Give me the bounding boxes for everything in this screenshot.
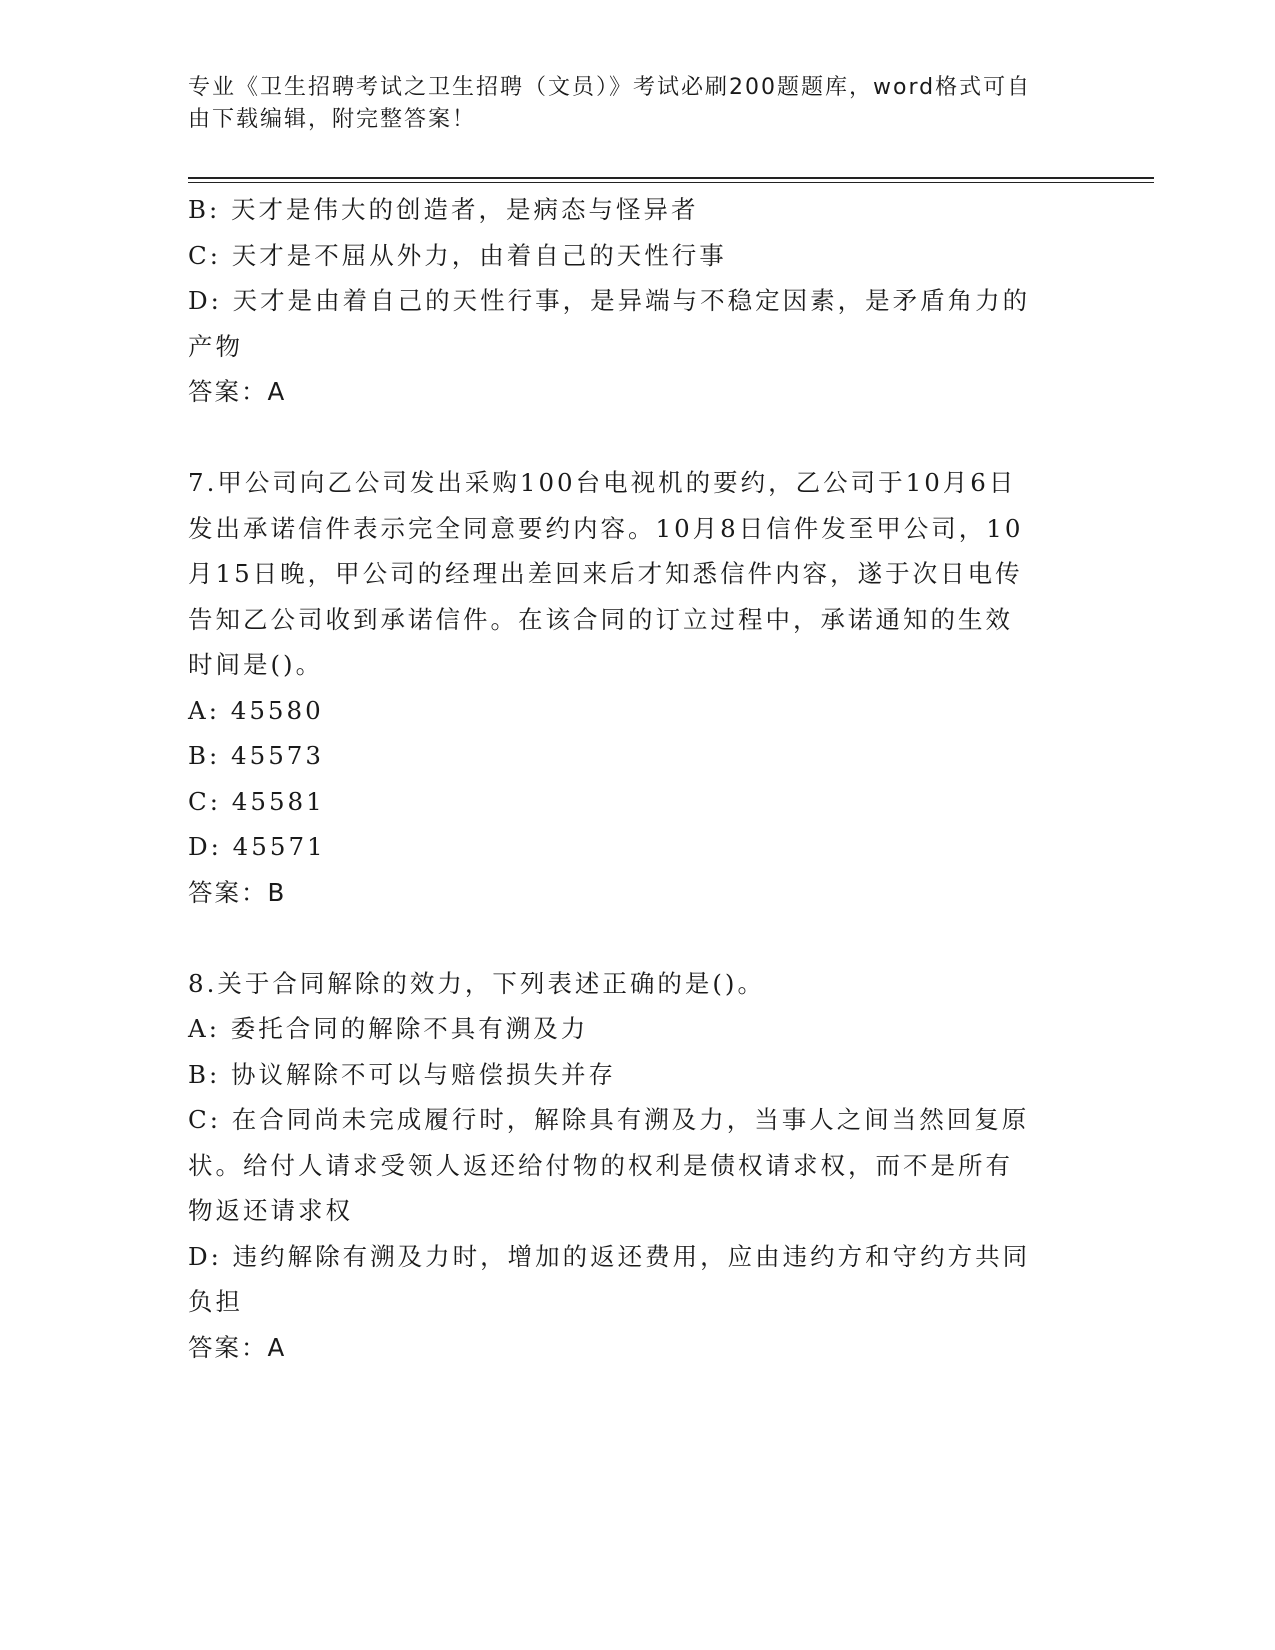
option-d-line-1: D: 违约解除有溯及力时，增加的返还费用，应由违约方和守约方共同 (188, 1241, 1031, 1271)
header-line-2: 由下载编辑，附完整答案！ (188, 107, 477, 132)
option-c-line-2: 状。给付人请求受领人返还给付物的权利是债权请求权，而不是所有 (188, 1150, 1013, 1180)
header-rule-thick (188, 177, 1154, 179)
spacer (188, 915, 1068, 961)
question-stem-line-5: 时间是()。 (188, 650, 324, 679)
option-b: B: 协议解除不可以与赔偿损失并存 (188, 1059, 617, 1089)
option-d-line-1: D: 天才是由着自己的天性行事，是异端与不稳定因素，是矛盾角力的 (188, 286, 1031, 315)
option-d-line-2: 产物 (188, 331, 243, 361)
answer: 答案：A (188, 1332, 287, 1362)
option-c: C: 天才是不屈从外力，由着自己的天性行事 (188, 240, 727, 270)
question-stem-line-1: 7.甲公司向乙公司发出采购100台电视机的要约，乙公司于10月6日 (188, 468, 1017, 497)
answer: 答案：B (188, 877, 287, 907)
document-body (188, 187, 1068, 1370)
document-header (188, 72, 1068, 136)
question-7 (188, 460, 1068, 915)
header-line-1: 专业《卫生招聘考试之卫生招聘（文员）》考试必刷200题题库，word格式可自 (188, 75, 1032, 100)
question-stem-line-3: 月15日晚，甲公司的经理出差回来后才知悉信件内容，遂于次日电传 (188, 559, 1023, 588)
option-c-line-1: C: 在合同尚未完成履行时，解除具有溯及力，当事人之间当然回复原 (188, 1105, 1030, 1134)
question-stem: 8.关于合同解除的效力，下列表述正确的是()。 (188, 968, 765, 998)
option-b: B: 45573 (188, 741, 324, 770)
header-rule-thin (188, 182, 1154, 183)
option-a: A: 委托合同的解除不具有溯及力 (188, 1014, 589, 1043)
question-6-tail (188, 187, 1068, 415)
answer: 答案：A (188, 377, 287, 406)
option-b: B: 天才是伟大的创造者，是病态与怪异者 (188, 195, 699, 224)
option-d: D: 45571 (188, 832, 326, 861)
spacer (188, 415, 1068, 461)
question-stem-line-4: 告知乙公司收到承诺信件。在该合同的订立过程中，承诺通知的生效 (188, 604, 1013, 634)
option-a: A: 45580 (188, 695, 324, 725)
question-stem-line-2: 发出承诺信件表示完全同意要约内容。10月8日信件发至甲公司，10 (188, 513, 1024, 543)
question-8 (188, 961, 1068, 1371)
option-d-line-2: 负担 (188, 1287, 243, 1316)
option-c-line-3: 物返还请求权 (188, 1196, 353, 1225)
option-c: C: 45581 (188, 786, 325, 816)
